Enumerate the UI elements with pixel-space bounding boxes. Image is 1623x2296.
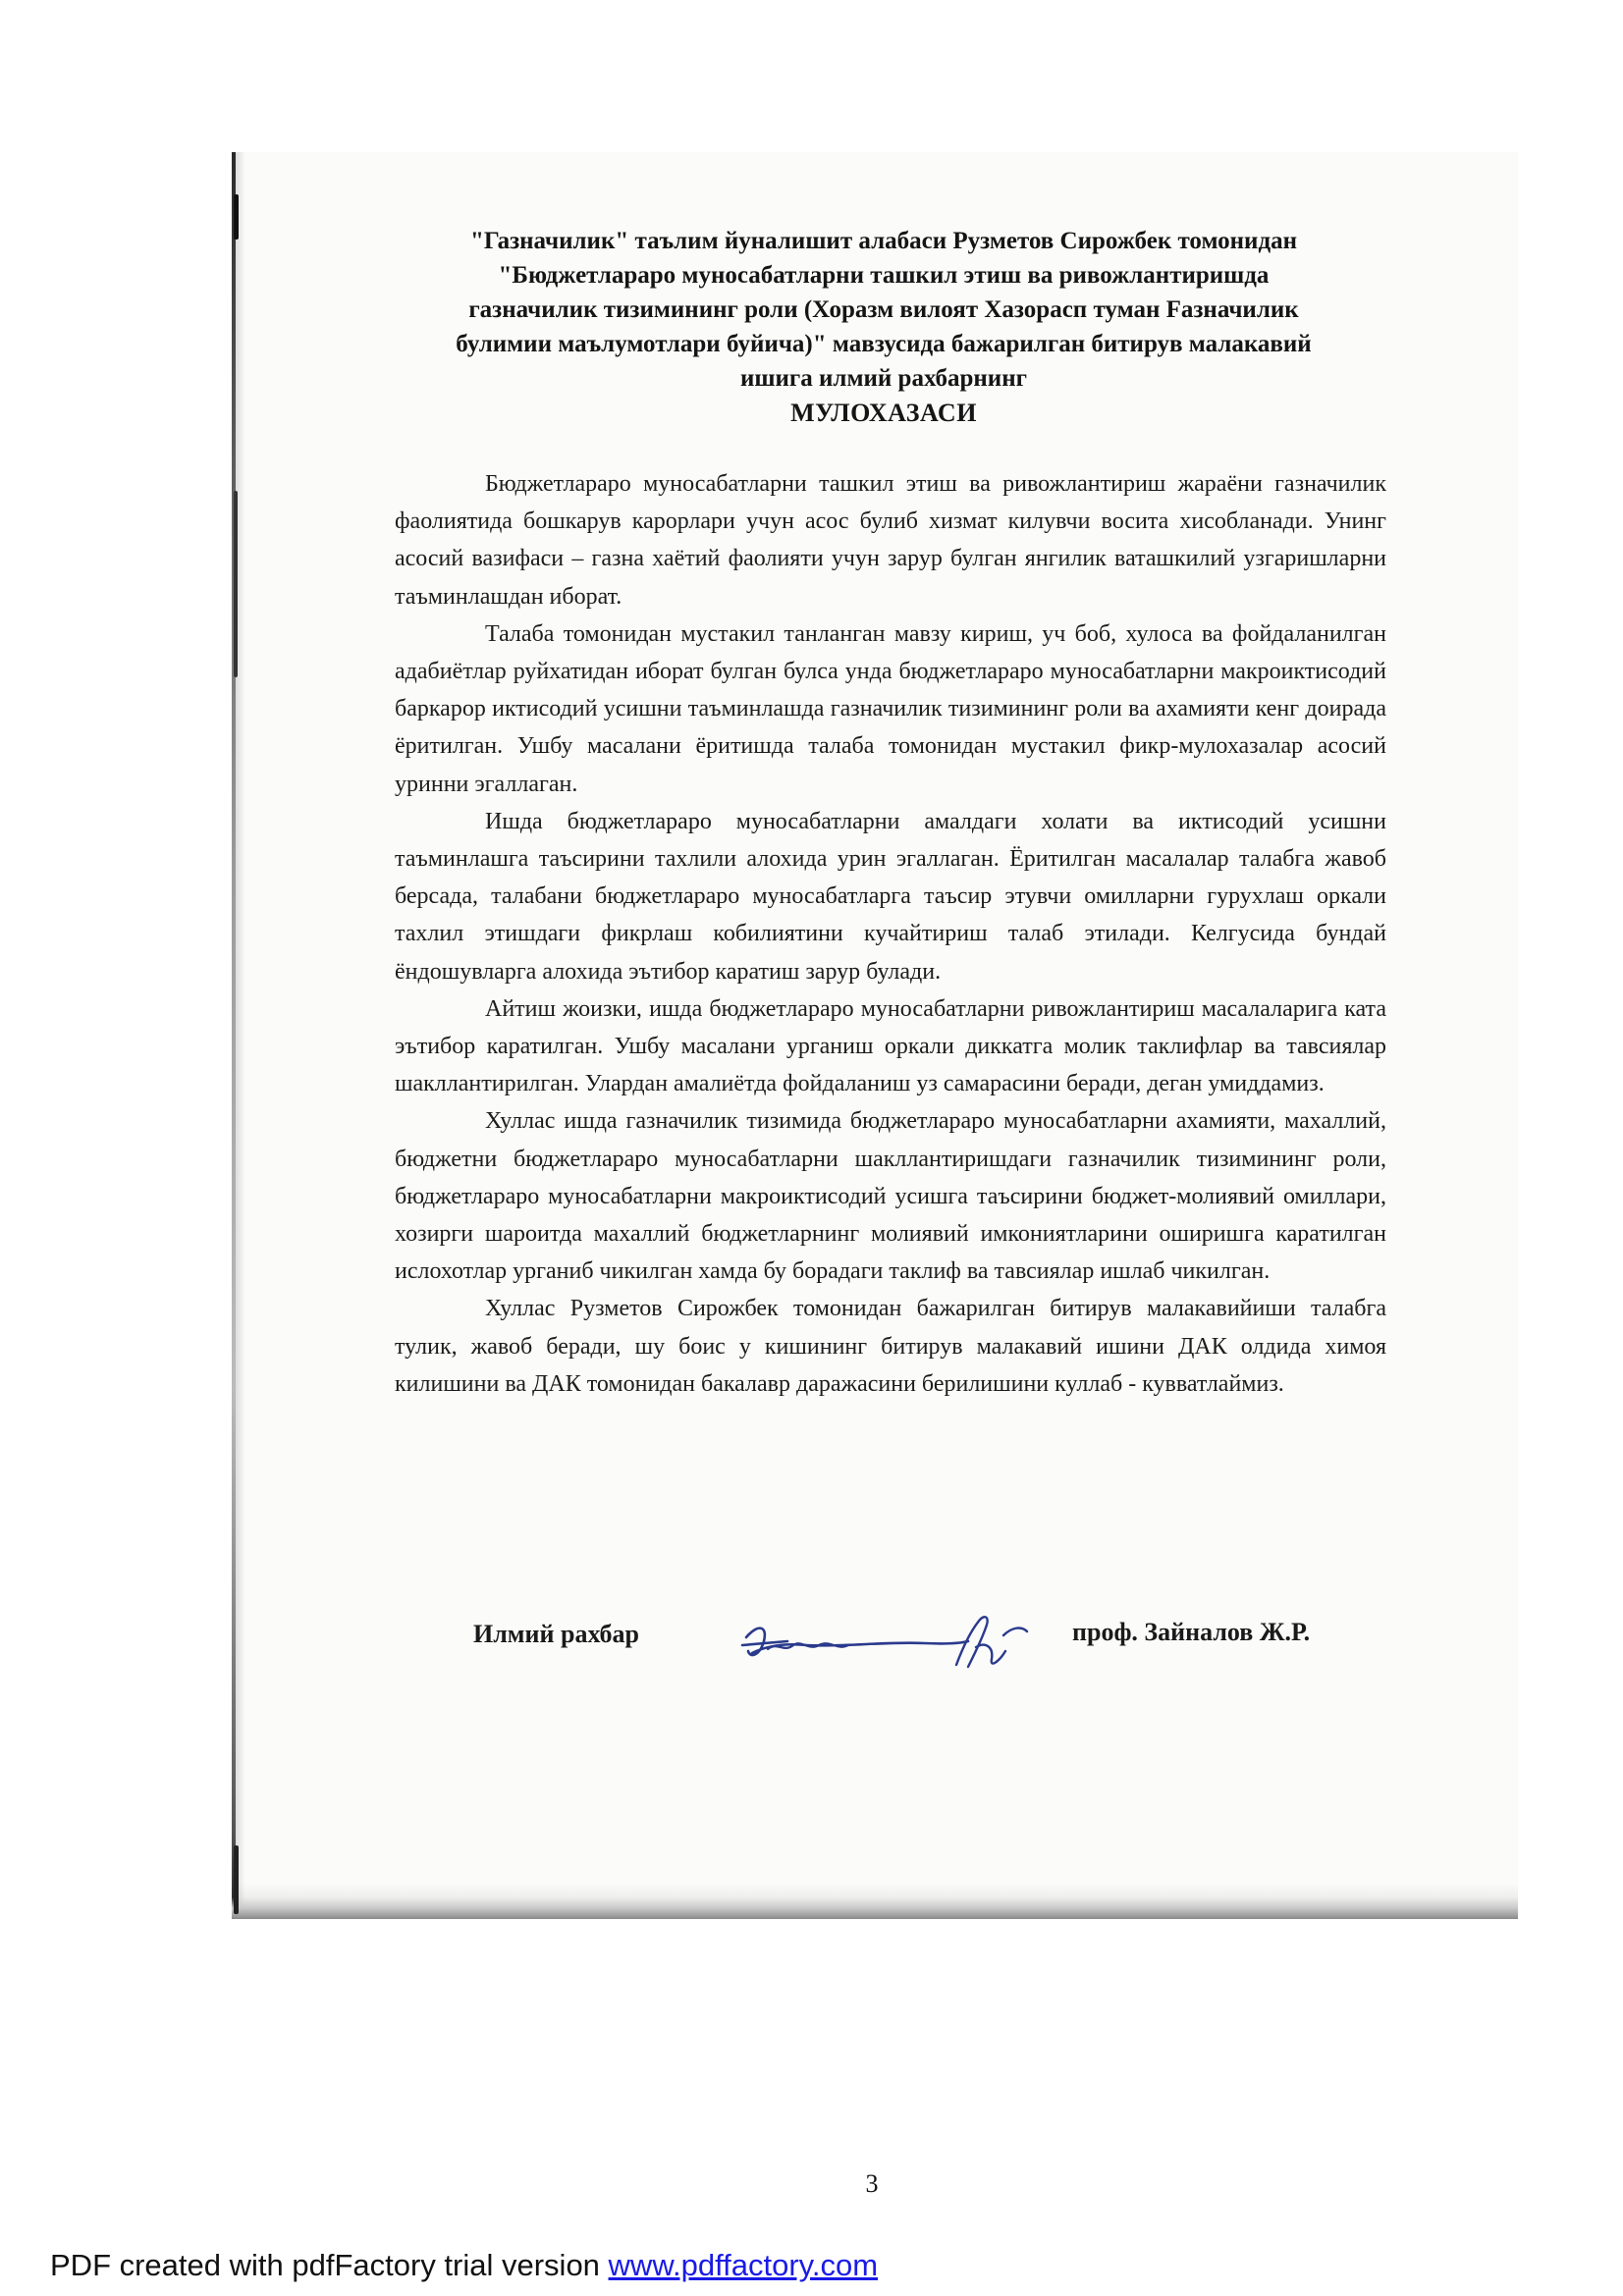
title-line: "Газначилик" таълим йуналишит алабаси Рузметов Сирожбек томонидан <box>469 228 1298 254</box>
paragraph: Ишда бюджетлараро муносабатларни амалдаги холати ва иктисодий усишни таъминлашга таъсирини тахлили алохида урин эгаллаган. Ёритилган масалалар талабга жавоб берсада, талабани бюджетлараро муносабатларга таъсир этувчи омилларни гурухлаш оркали тахлил этишдаги фикрлаш кобилиятини кучайтириш талаб этилади. Келгусида бундай ёндошувларга алохида эътибор каратиш зарур булади. <box>395 808 1386 985</box>
scan-left-shadow <box>236 152 245 1919</box>
signature-role: Илмий рахбар <box>473 1620 639 1648</box>
paragraph: Бюджетлараро муносабатларни ташкил этиш ва ривожлантириш жараёни газначилик фаолиятида бошкарув карорлари учун асос булиб хизмат килувчи восита хисобланади. Унинг асосий вазифаси – газна хаётий фаолияти учун зарур булган янгилик ваташкилий узгаришларни таъминлашдан иборат. <box>395 471 1386 610</box>
scan-mark <box>234 1845 239 1914</box>
paragraph: Айтиш жоизки, ишда бюджетлараро муносабатларни ривожлантириш масалаларига ката эътибор каратилган. Ушбу масалани урганиш оркали диккатга молик таклифлар ва тавсиялар шакллантирилган. Улардан амалиётда фойдаланиш уз самарасини беради, деган умиддамиз. <box>395 995 1386 1097</box>
document-heading: МУЛОХАЗАСИ <box>790 399 977 427</box>
title-line: "Бюджетлараро муносабатларни ташкил этиш ва ривожлантиришда <box>498 262 1270 289</box>
signature-row <box>395 1610 1386 1679</box>
pdf-footer <box>50 2248 878 2283</box>
paragraph: Хуллас Рузметов Сирожбек томонидан бажарилган битирув малакавийиши талабга тулик, жавоб беради, шу боис у кишининг битирув малакавий ишини ДАК олдида химоя килишини ва ДАК томонидан бакалавр даражасини берилишини куллаб - кувватлаймиз. <box>395 1296 1386 1397</box>
title-line: ишига илмий рахбарнинг <box>740 365 1027 392</box>
footer-text: PDF created with pdfFactory trial version <box>50 2248 609 2282</box>
page-number: 3 <box>865 2169 879 2198</box>
footer-link[interactable]: www.pdffactory.com <box>608 2248 879 2282</box>
paragraph: Хуллас ишда газначилик тизимида бюджетлараро муносабатларни ахамияти, махаллий, бюджетни бюджетлараро муносабатларни шакллантиришдаги газначилик тизимининг роли, бюджетлараро муносабатларни макроиктисодий усишга таъсирини бюджет-молиявий омиллари, хозирги шароитда махаллий бюджетларнинг молиявий имкониятларини оширишга каратилган ислохотлар урганиб чикилган хамда бу борадаги таклиф ва тавсиялар ишлаб чикилган. <box>395 1108 1386 1285</box>
signature-name: проф. Зайналов Ж.Р. <box>1072 1618 1311 1646</box>
paragraph: Талаба томонидан мустакил танланган мавзу кириш, уч боб, хулоса ва фойдаланилган адабиётлар руйхатидан иборат булган булса унда бюджетлараро муносабатларни макроиктисодий баркарор иктисодий усишни таъминлашда газначилик тизимининг роли ва ахамияти кенг доирада ёритилган. Ушбу масалани ёритишда талаба томонидан мустакил фикр-мулохазалар асосий уринни эгаллаган. <box>395 620 1386 797</box>
scan-bottom-edge <box>232 1883 1518 1919</box>
scan-mark <box>234 194 239 240</box>
document-body <box>395 465 1386 1403</box>
document-title <box>373 224 1394 430</box>
title-line: булимии маълумотлари буйича)" мавзусида бажарилган битирув малакавий <box>456 331 1312 357</box>
handwritten-signature <box>729 1602 1043 1681</box>
title-line: газначилик тизимининг роли (Хоразм вилоят Хазорасп туман Fазначилик <box>468 296 1299 323</box>
scan-mark <box>234 491 238 677</box>
